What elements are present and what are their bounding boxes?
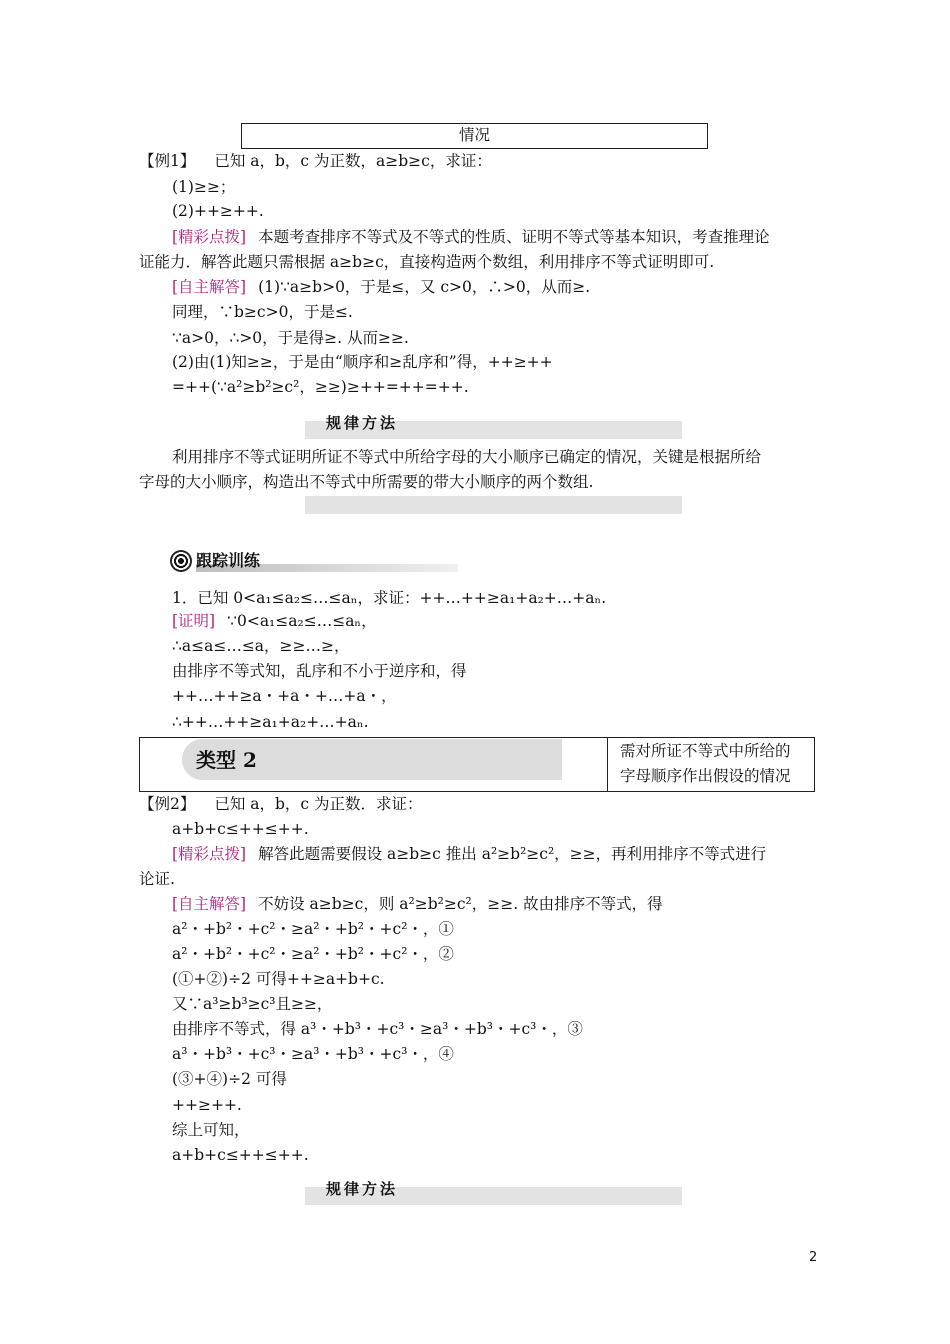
method1-line2: 字母的大小顺序，构造出不等式中所需要的带大小顺序的两个数组. [139, 473, 594, 491]
tip-tag: [精彩点拨] [172, 228, 247, 246]
practice-question: 1．已知 0<a₁≤a₂≤…≤aₙ，求证：++…++≥a₁+a₂+…+aₙ. [172, 589, 607, 607]
example1-solution [172, 276, 590, 298]
example2-line5: 又∵a³≥b³≥c³且≥≥， [172, 995, 333, 1013]
method1-line1: 利用排序不等式证明所证不等式中所给字母的大小顺序已确定的情况，关键是根据所给 [172, 448, 762, 466]
example2-line10: 综上可知， [172, 1121, 250, 1139]
tip-tag-2: [精彩点拨] [172, 845, 247, 863]
example2-tip [172, 843, 766, 865]
target-icon [170, 550, 192, 572]
example1-solution-line5: =++(∵a²≥b²≥c²，≥≥)≥++=++=++. [172, 378, 469, 396]
example2-goal: a+b+c≤++≤++. [172, 820, 309, 838]
example2-head: 【例2】 [139, 795, 196, 813]
example2-tip-line2: 论证. [139, 870, 175, 888]
example2-line2: a²・+b²・+c²・≥a²・+b²・+c²・，① [172, 920, 454, 938]
proof-tag: [证明] [172, 612, 216, 630]
example1-statement [139, 150, 492, 172]
type2-description [620, 739, 791, 789]
page-number: 2 [809, 1250, 818, 1265]
example2-line8: (③+④)÷2 可得 [172, 1070, 287, 1088]
example1-part2: (2)++≥++. [172, 202, 264, 220]
example2-line4: (①+②)÷2 可得++≥a+b+c. [172, 970, 385, 988]
heading-box-text: 情况 [458, 126, 490, 144]
type2-desc-line2: 字母顺序作出假设的情况 [620, 767, 791, 785]
proof-line-3: 由排序不等式知，乱序和不小于逆序和，得 [172, 662, 467, 680]
solution2-line-1: 不妨设 a≥b≥c，则 a²≥b²≥c²，≥≥. 故由排序不等式，得 [258, 895, 663, 913]
type2-desc-line1: 需对所证不等式中所给的 [620, 742, 791, 760]
type2-box [139, 737, 815, 792]
tracking-label: 跟踪训练 [196, 551, 261, 570]
method-label: 规律方法 [326, 414, 399, 432]
example1-stmt: 已知 a，b，c 为正数，a≥b≥c，求证： [214, 152, 492, 170]
proof-line-2: ∴a≤a≤…≤a，≥≥…≥， [172, 637, 350, 655]
example1-solution-line2: 同理，∵b≥c>0，于是≤. [172, 303, 353, 321]
method-label-2: 规律方法 [326, 1180, 399, 1198]
example2-line7: a³・+b³・+c³・≥a³・+b³・+c³・，④ [172, 1045, 454, 1063]
example2-solution [172, 893, 663, 915]
tracking-practice-header [170, 550, 290, 572]
tip2-text-1: 解答此题需要假设 a≥b≥c 推出 a²≥b²≥c²，≥≥，再利用排序不等式进行 [258, 845, 767, 863]
example1-tip-line2: 证能力．解答此题只需根据 a≥b≥c，直接构造两个数组，利用排序不等式证明即可. [139, 253, 715, 271]
type2-divider [607, 738, 608, 791]
example2-line6: 由排序不等式，得 a³・+b³・+c³・≥a³・+b³・+c³・，③ [172, 1020, 583, 1038]
proof-line-4: ++…++≥a・+a・+…+a・， [172, 687, 397, 705]
practice-proof [172, 610, 377, 632]
example1-part1: (1)≥≥； [172, 178, 236, 196]
tip-text-1: 本题考查排序不等式及不等式的性质、证明不等式等基本知识，考查推理论 [258, 228, 770, 246]
example1-head: 【例1】 [139, 152, 196, 170]
proof-line-5: ∴++…++≥a₁+a₂+…+aₙ. [172, 713, 369, 731]
solution-tag: [自主解答] [172, 278, 247, 296]
example2-statement [139, 793, 423, 815]
proof-line-1: ∵0<a₁≤a₂≤…≤aₙ， [227, 612, 377, 630]
heading-box [241, 123, 708, 149]
example1-solution-line3: ∵a>0，∴>0，于是得≥. 从而≥≥. [172, 329, 409, 347]
method-band-bottom [305, 496, 682, 514]
example2-line11: a+b+c≤++≤++. [172, 1146, 309, 1164]
solution-tag-2: [自主解答] [172, 895, 247, 913]
example1-tip [172, 226, 770, 248]
solution-line-1: (1)∵a≥b>0，于是≤，又 c>0，∴>0，从而≥. [258, 278, 591, 296]
example2-line3: a²・+b²・+c²・≥a²・+b²・+c²・，② [172, 945, 454, 963]
example1-solution-line4: (2)由(1)知≥≥，于是由“顺序和≥乱序和”得，++≥++ [172, 353, 553, 371]
type2-label: 类型 2 [196, 748, 257, 772]
example2-stmt: 已知 a，b，c 为正数．求证： [214, 795, 423, 813]
example2-line9: ++≥++. [172, 1096, 242, 1114]
